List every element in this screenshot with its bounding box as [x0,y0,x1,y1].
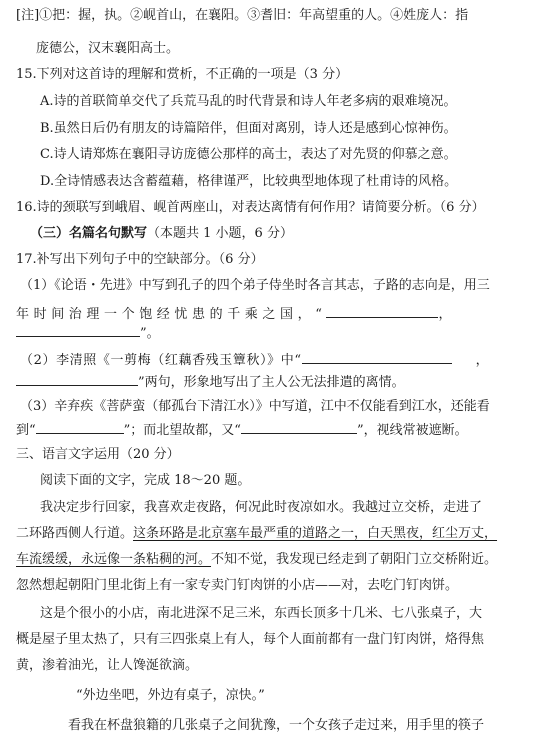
q17-item-2-end: ”两句，形象地写出了主人公无法排遣的离情。 [138,375,405,390]
answer-blank-4[interactable] [16,371,138,386]
question-16-stem: 16.诗的颈联写到峨眉、岘首两座山，对表达离情有何作用？请简要分析。（6 分） [16,200,485,215]
q17-item-3-line-1: （3）辛弃疾《菩萨蛮（郁孤台下清江水）》中写道，江中不仅能看到江水，还能看 [20,399,490,414]
passage-p3-dialogue: “外边坐吧，外边有桌子，凉快。” [76,688,265,703]
question-15-stem: 15.下列对这首诗的理解和赏析，不正确的一项是（3 分） [16,67,349,82]
q17-item-3-b: ”；而北望故都，又“ [123,423,241,438]
q17-item-2-text: （2）李清照《一剪梅（红藕香残玉簟秋）》中“ [20,353,302,368]
passage-p4-line-1: 看我在杯盘狼籍的几张桌子之间犹豫，一个女孩子走过来，用手里的筷子 [68,718,485,733]
question-15-option-b: B.虽然日后仍有朋友的诗篇陪伴，但面对离别，诗人还是感到心惊神伤。 [40,121,457,136]
annotation-line-1: [注]①把：握，执。②岘首山，在襄阳。③耆旧：年高望重的人。④姓庞人：指 [16,8,469,23]
question-15-option-d: D.全诗情感表达含蓄蕴藉，格律谨严，比较典型地体现了杜甫诗的风格。 [40,174,458,189]
passage-p2-line-3: 黄，渗着油光，让人馋涎欲滴。 [16,658,199,673]
q17-item-1-text: 年时间治理一个饱经忧患的千乘之国，“ [16,307,327,322]
q17-item-2-line-1 [20,349,489,369]
q17-item-2-comma: ， [475,353,489,368]
question-15-option-a: A.诗的首联简单交代了兵荒马乱的时代背景和诗人年老多病的艰难境况。 [40,94,457,109]
passage-text: 二环路西侧人行道。 [16,526,134,541]
q17-item-1-end: ”。 [140,326,160,341]
q17-item-3-a: 到“ [16,423,36,438]
answer-blank-6[interactable] [241,419,357,434]
question-15-option-c: C.诗人请郑炼在襄阳寻访庞德公那样的高士，表达了对先贤的仰慕之意。 [40,147,457,162]
passage-p1-line-4: 忽然想起朝阳门里北街上有一家专卖门钉肉饼的小店——对，去吃门钉肉饼。 [16,578,459,593]
answer-blank-2[interactable] [16,322,140,337]
passage-text: 不知不觉，我发现已经走到了朝阳门立交桥附近。 [211,552,498,567]
q17-item-3-c: ”，视线常被遮断。 [356,423,468,438]
section-title: （三）名篇名句默写 [30,226,148,241]
section-heading-mingpian [30,224,293,244]
passage-p2-line-2: 概是屋子里太热了，只有三四张桌上有人，每个人面前都有一盘门钉肉饼，烙得焦 [16,632,485,647]
q17-item-1-line-2: 年时间治理一个饱经忧患的千乘之国，“ ， [16,303,508,323]
q17-item-3-line-2 [16,419,468,439]
passage-p2-line-1: 这是个很小的小店，南北进深不足三米，东西长顶多十几米、七八张桌子，大 [40,606,483,621]
passage-p1-line-2 [16,524,497,544]
passage-p1-line-1: 我决定步行回家，我喜欢走夜路，何况此时夜凉如水。我越过立交桥，走进了 [40,500,483,515]
section-note: （本题共 1 小题，6 分） [147,226,293,241]
underlined-sentence-part-2: 车流缓缓，永远像一条粘稠的河。 [16,552,212,567]
passage-p1-line-3 [16,550,497,570]
reading-instruction: 阅读下面的文字，完成 18～20 题。 [40,473,251,488]
underlined-sentence-part-1: 这条环路是北京塞车最严重的道路之一，白天黑夜，红尘万丈， [133,526,498,541]
q17-item-1-line-3 [16,322,160,342]
answer-blank-3[interactable] [302,349,452,364]
q17-item-1-line-1: （1）《论语・先进》中写到孔子的四个弟子侍坐时各言其志，子路的志向是，用三 [20,278,490,293]
question-17-stem: 17.补写出下列句子中的空缺部分。（6 分） [16,252,264,267]
annotation-line-2: 庞德公，汉末襄阳高士。 [36,41,180,56]
answer-blank-1[interactable] [326,303,438,318]
section-heading-three: 三、语言文字运用（20 分） [16,447,180,462]
q17-item-2-line-2 [16,371,405,391]
answer-blank-5[interactable] [36,419,124,434]
